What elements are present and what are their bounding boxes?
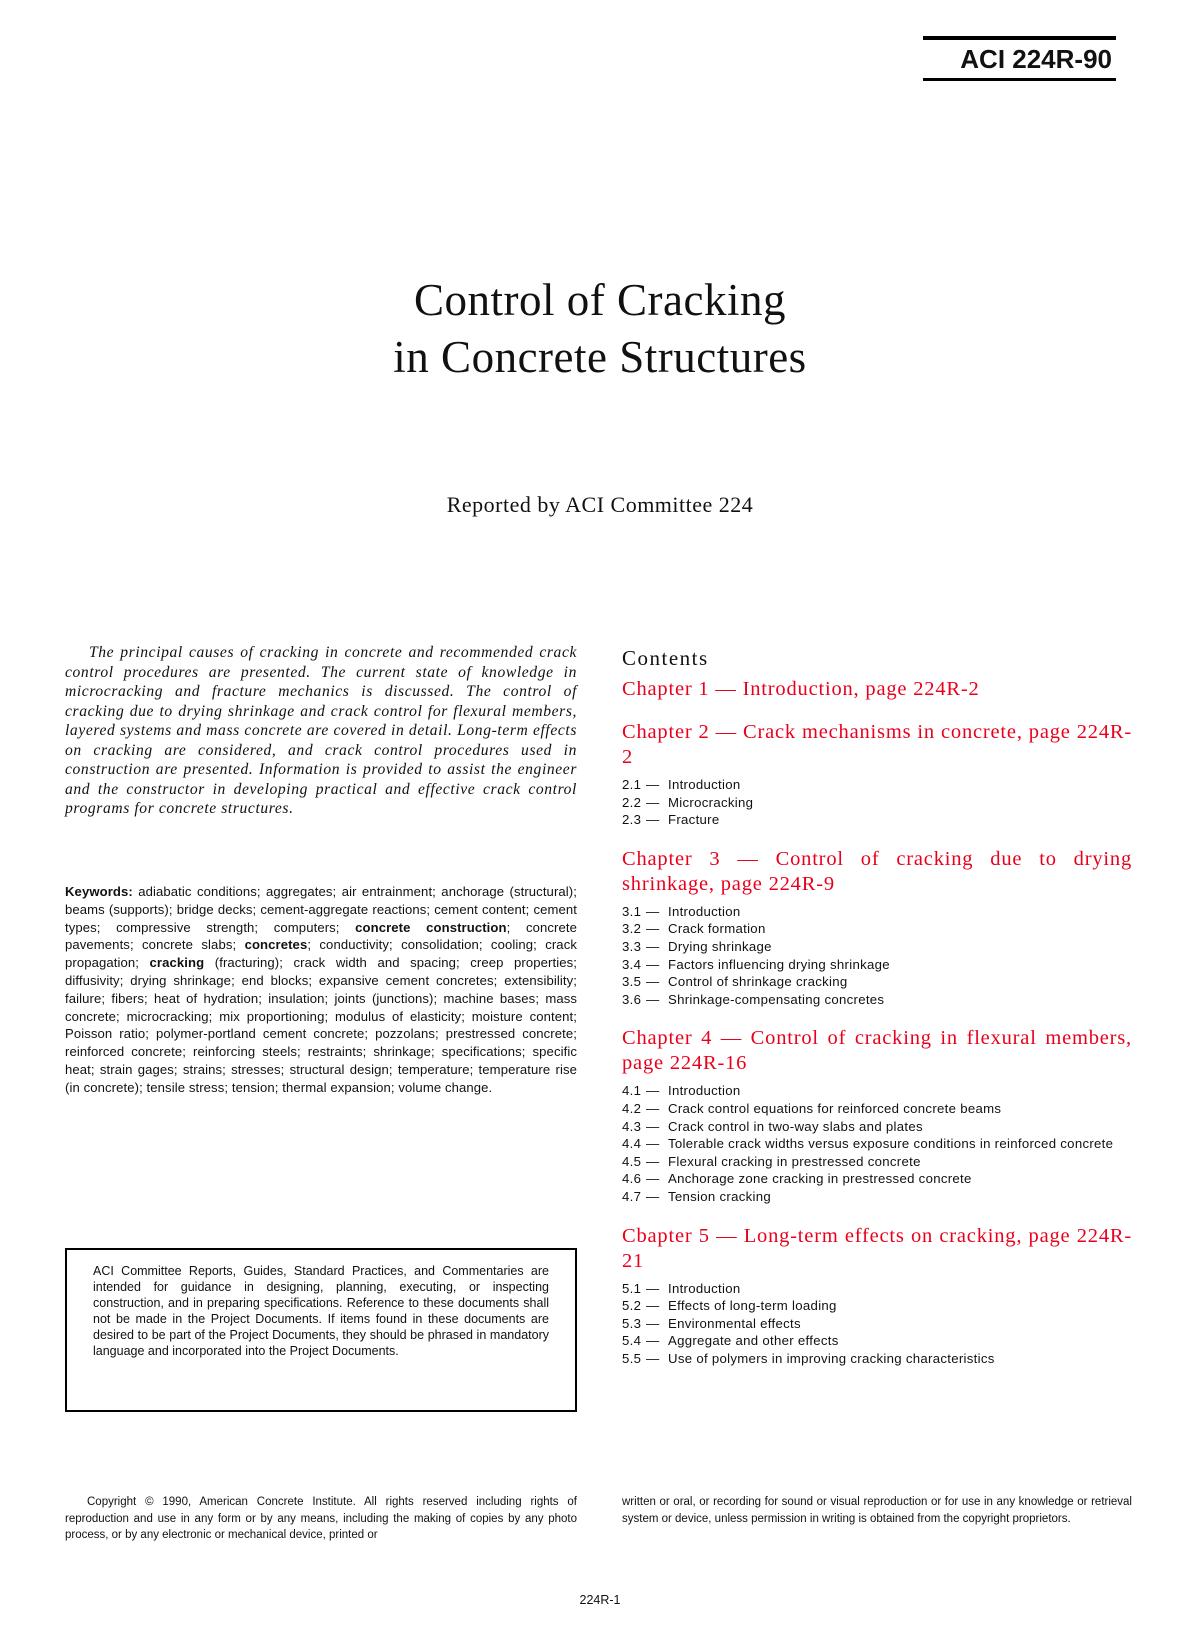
title-line-2: in Concrete Structures xyxy=(393,332,807,382)
keywords-text-3: ; conductivity; consolidation; cooling; crack propagation; xyxy=(65,937,577,971)
section-item xyxy=(622,938,1132,956)
section-num: 4.6 xyxy=(622,1171,642,1187)
keywords-text-4: (fracturing); crack width and spacing; creep properties; diffusivity; drying shrinkage; end blocks; expansive cement concretes; extensibility; failure; fibers; heat of hydration; insulation; joints (junctions); machine bases; mass concrete; microcracking; mix proportioning; modulus of elasticity; moisture content; Poisson ratio; polymer-portland cement concrete; pozzolans; prestressed concrete; reinforced concrete; reinforcing steels; restraints; shrinkage; specifications; specific heat; strain gages; strains; stresses; structural design; temperature; temperature rise (in concrete); tensile stress; tension; thermal expansion; volume change. xyxy=(65,955,577,1095)
section-text: Anchorage zone cracking in prestressed concrete xyxy=(668,1171,972,1187)
section-dash: — xyxy=(646,1083,660,1099)
section-num: 4.3 xyxy=(622,1118,642,1134)
chapter-entry xyxy=(622,677,1132,702)
section-dash: — xyxy=(646,1100,660,1116)
section-list xyxy=(622,1280,1132,1368)
section-dash: — xyxy=(646,956,660,972)
section-item xyxy=(622,1135,1132,1153)
section-item xyxy=(622,1100,1132,1118)
section-text: Use of polymers in improving cracking characteristics xyxy=(668,1350,995,1366)
section-item xyxy=(622,973,1132,991)
section-text: Microcracking xyxy=(668,794,754,810)
section-dash: — xyxy=(646,1153,660,1169)
copyright-right: written or oral, or recording for sound or visual reproduction or for use in any knowledge or retrieval system or device, unless permission in writing is obtained from the copyright proprietors. xyxy=(622,1496,1132,1525)
section-dash: — xyxy=(646,794,660,810)
section-item xyxy=(622,1332,1132,1350)
chapter-title: Chapter 4 — Control of cracking in flexural members, page 224R-16 xyxy=(622,1027,1132,1075)
section-text: Introduction xyxy=(668,1280,741,1296)
section-num: 4.2 xyxy=(622,1100,642,1116)
section-dash: — xyxy=(646,974,660,990)
section-item xyxy=(622,776,1132,794)
chapter-title: Chapter 1 — Introduction, page 224R-2 xyxy=(622,678,980,700)
section-dash: — xyxy=(646,938,660,954)
page-number: 224R-1 xyxy=(579,1593,621,1607)
section-dash: — xyxy=(646,1118,660,1134)
section-item xyxy=(622,1153,1132,1171)
section-list xyxy=(622,776,1132,829)
section-text: Crack control in two-way slabs and plates xyxy=(668,1118,923,1134)
section-item xyxy=(622,1118,1132,1136)
chapter-title: Cbapter 5 — Long-term effects on cracking, page 224R-21 xyxy=(622,1224,1132,1272)
section-num: 3.6 xyxy=(622,991,642,1007)
section-dash: — xyxy=(646,1298,660,1314)
section-text: Crack formation xyxy=(668,921,766,937)
section-dash: — xyxy=(646,812,660,828)
section-text: Environmental effects xyxy=(668,1315,801,1331)
chapter-entry xyxy=(622,1026,1132,1205)
notice-box xyxy=(65,1248,577,1412)
section-num: 3.3 xyxy=(622,938,642,954)
section-text: Flexural cracking in prestressed concrete xyxy=(668,1153,921,1169)
section-num: 5.4 xyxy=(622,1333,642,1349)
keyword-bold-2: concretes xyxy=(244,937,308,953)
section-text: Effects of long-term loading xyxy=(668,1298,837,1314)
section-num: 5.2 xyxy=(622,1298,642,1314)
keywords-label: Keywords: xyxy=(65,884,133,899)
section-text: Aggregate and other effects xyxy=(668,1333,839,1349)
section-item xyxy=(622,1315,1132,1333)
chapter-title: Chapter 2 — Crack mechanisms in concrete, page 224R-2 xyxy=(622,721,1132,768)
section-item xyxy=(622,1170,1132,1188)
section-item xyxy=(622,1297,1132,1315)
section-text: Control of shrinkage cracking xyxy=(668,974,848,990)
section-num: 5.5 xyxy=(622,1350,642,1366)
section-dash: — xyxy=(646,903,660,919)
section-text: Introduction xyxy=(668,1083,741,1099)
section-text: Factors influencing drying shrinkage xyxy=(668,956,890,972)
section-dash: — xyxy=(646,991,660,1007)
chapter-entry xyxy=(622,1224,1132,1368)
section-text: Tolerable crack widths versus exposure conditions in reinforced concrete xyxy=(668,1136,1114,1152)
keyword-bold-3: cracking xyxy=(149,955,205,971)
chapter-list xyxy=(622,677,1132,1367)
section-num: 2.2 xyxy=(622,794,642,810)
chapter-entry xyxy=(622,847,1132,1009)
section-text: Fracture xyxy=(668,812,720,828)
section-text: Drying shrinkage xyxy=(668,938,772,954)
section-num: 5.1 xyxy=(622,1280,642,1296)
section-num: 3.1 xyxy=(622,903,642,919)
section-item xyxy=(622,903,1132,921)
section-num: 2.3 xyxy=(622,812,642,828)
section-text: Crack control equations for reinforced concrete beams xyxy=(668,1100,1002,1116)
section-dash: — xyxy=(646,1188,660,1204)
section-num: 3.5 xyxy=(622,974,642,990)
section-text: Tension cracking xyxy=(668,1188,772,1204)
section-num: 3.4 xyxy=(622,956,642,972)
section-dash: — xyxy=(646,777,660,792)
section-dash: — xyxy=(646,1171,660,1187)
section-list xyxy=(622,903,1132,1009)
section-num: 4.7 xyxy=(622,1188,642,1204)
keywords xyxy=(65,883,577,1097)
section-dash: — xyxy=(646,1280,660,1296)
section-dash: — xyxy=(646,921,660,937)
chapter-title: Chapter 3 — Control of cracking due to drying shrinkage, page 224R-9 xyxy=(622,847,1132,895)
section-item xyxy=(622,1188,1132,1206)
section-dash: — xyxy=(646,1350,660,1366)
section-dash: — xyxy=(646,1136,660,1152)
section-item xyxy=(622,956,1132,974)
section-item xyxy=(622,1350,1132,1368)
section-text: Introduction xyxy=(668,903,741,919)
section-text: Introduction xyxy=(668,777,741,792)
section-item xyxy=(622,1082,1132,1100)
chapter-entry xyxy=(622,720,1132,829)
section-item xyxy=(622,794,1132,812)
section-item xyxy=(622,1280,1132,1298)
section-num: 2.1 xyxy=(622,777,642,792)
section-num: 4.1 xyxy=(622,1083,642,1099)
title-line-1: Control of Cracking xyxy=(414,275,786,325)
keywords-text-2: ; concrete pavements; concrete slabs; xyxy=(65,919,577,953)
keywords-text-1: adiabatic conditions; aggregates; air entrainment; anchorage (structural); beams (supports); bridge decks; cement-aggregate reactions; cement content; cement types; compressive strength; computers; xyxy=(65,884,577,935)
section-dash: — xyxy=(646,1333,660,1349)
abstract: The principal causes of cracking in concrete and recommended crack control procedures are presented. The current state of knowledge in microcracking and fracture mechanics is discussed. The control of cracking due to drying shrinkage and crack control for flexural members, layered systems and mass concrete are covered in detail. Long-term effects on cracking are considered, and crack control procedures used in construction are presented. Information is provided to assist the engineer and the constructor in developing practical and effective crack control programs for concrete structures. xyxy=(65,644,577,817)
section-item xyxy=(622,811,1132,829)
keyword-bold-1: concrete construction xyxy=(355,919,507,935)
section-item xyxy=(622,991,1132,1009)
document-number: ACI 224R-90 xyxy=(923,36,1116,81)
section-num: 5.3 xyxy=(622,1315,642,1331)
contents xyxy=(622,645,1132,1385)
section-list xyxy=(622,1082,1132,1205)
section-dash: — xyxy=(646,1315,660,1331)
notice-text: ACI Committee Reports, Guides, Standard Practices, and Commentaries are intended for guidance in designing, planning, executing, or inspecting construction, and in preparing specifications. Reference to these documents shall not be made in the Project Documents. If items found in these documents are desired to be part of the Project Documents, they should be phrased in mandatory language and incorporated into the Project Documents. xyxy=(93,1264,549,1358)
section-num: 3.2 xyxy=(622,921,642,937)
document-title xyxy=(0,272,1200,386)
copyright-left: Copyright © 1990, American Concrete Institute. All rights reserved including rights of reproduction and use in any form or by any means, including the making of copies by any photo process, or by any electronic or mechanical device, printed or xyxy=(65,1496,577,1541)
reported-by: Reported by ACI Committee 224 xyxy=(446,492,754,517)
section-text: Shrinkage-compensating concretes xyxy=(668,991,885,1007)
section-item xyxy=(622,920,1132,938)
section-num: 4.4 xyxy=(622,1136,642,1152)
section-num: 4.5 xyxy=(622,1153,642,1169)
contents-heading: Contents xyxy=(622,646,709,670)
